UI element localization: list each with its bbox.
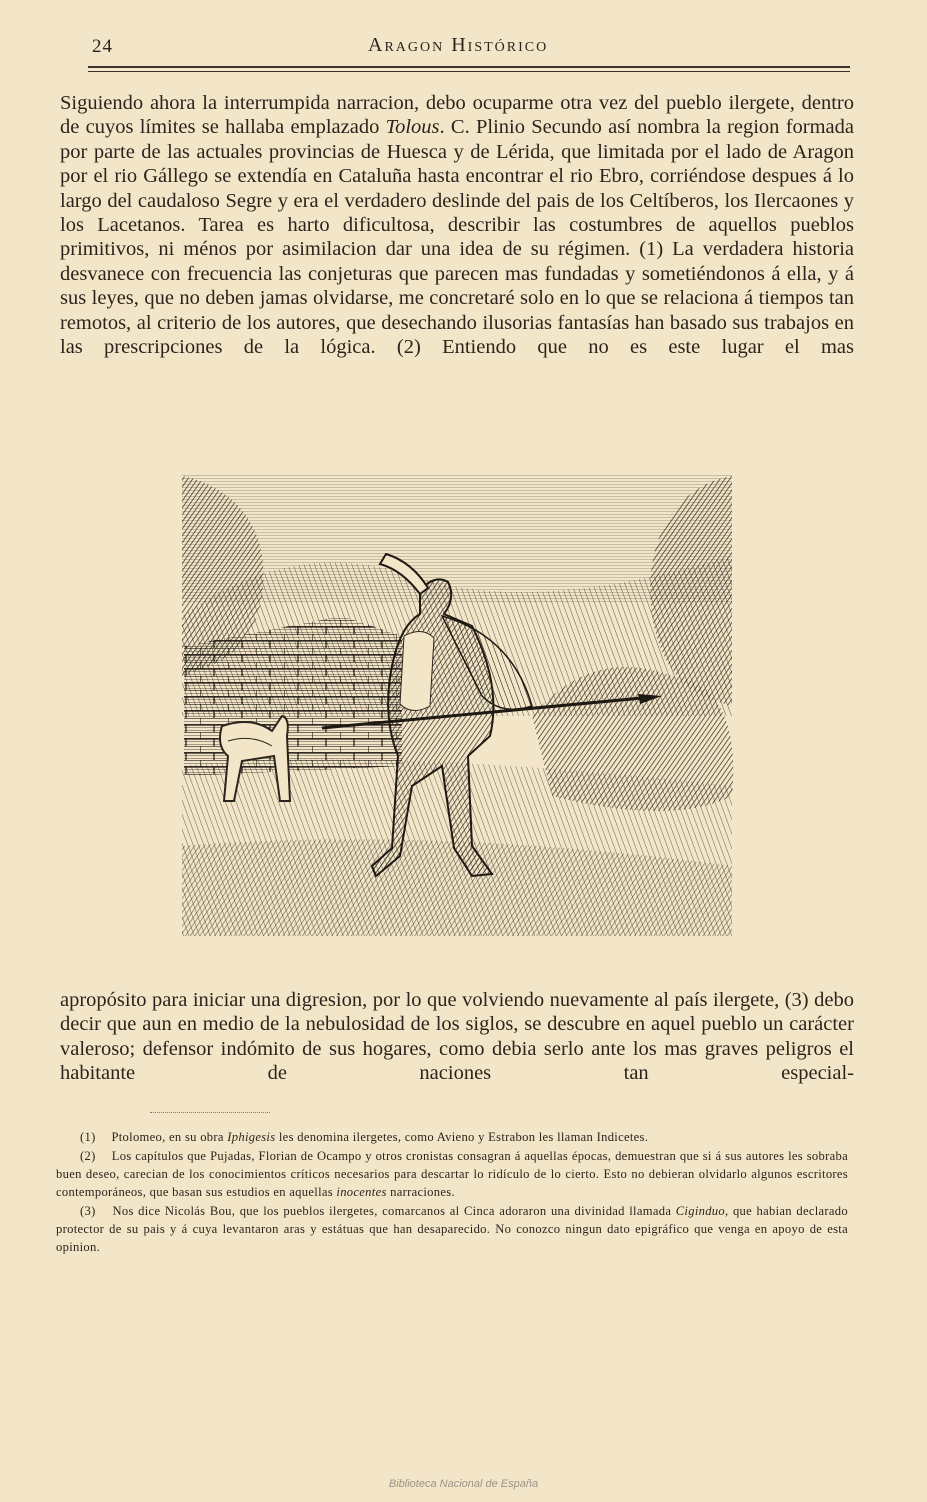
library-watermark: Biblioteca Nacional de España [388,1478,539,1490]
footnote-text: les denomina ilergetes, como Avieno y Estrabon les llaman Indicetes. [275,1130,649,1144]
footnote-separator [150,1112,270,1113]
paragraph-1-text-b: . C. Plinio Secundo así nombra la region formada por parte de las actuales provincias de Huesca y de Lérida, que limitada por el lado de Aragon por el rio Gállego se extendía en Cataluña hasta encontrar el rio Ebro, corriéndose despues á lo largo del caudaloso Segre y era el verdadero deslinde del pais de los Celtíberos, los Ilercaones y los Lacetanos. Tarea es harto dificultosa, describir las costumbres de aquellos pueblos primitivos, ni ménos por asimilacion dar una idea de su régimen. (1) La verdadera historia desvanece con frecuencia las conjeturas que parecen mas fundadas y sometiéndonos á ella, y á sus leyes, que no deben jamas olvidarse, me concretaré solo en lo que se relaciona á tiempos tan remotos, al criterio de los autores, que desechando ilusorias fantasías han basado sus trabajos en las prescripciones de la lógica. (2) Entiendo que no es este lugar el mas [60,116,854,359]
footnotes [56,1128,848,1257]
body-paragraph-2: apropósito para iniciar una digresion, por lo que volviendo nuevamente al país ilergete, (3) debo decir que aun en medio de la nebulosidad de los siglos, se descubre en aquel pueblo un carácter valeroso; defensor indómito de sus hogares, como debia serlo ante los mas graves peligros el habitante de naciones tan especial- [60,989,854,1085]
footnote-italic: Iphigesis [227,1130,276,1144]
footnote-italic: Ciginduo [675,1204,726,1218]
footnote-2 [56,1147,848,1201]
footnote-text: narraciones. [386,1185,455,1199]
body-paragraph-1 [60,91,854,416]
paragraph-1-text-a: Siguiendo ahora la interrumpida narracion, debo ocuparme otra vez del pueblo ilergete, dentro de cuyos límites se hallaba emplazado [60,92,854,139]
footnote-text: Los capítulos que Pujadas, Florian de Ocampo y otros cronistas consagran á aquellas épocas, demuestran que si á sus autores les sobraba buen deseo, carecian de los conocimientos críticos necesarios para descartar lo ridículo de lo cierto. Esto no debieran olvidarlo algunos escritores contemporáneos, que basan sus estudios en aquellas [56,1149,849,1199]
footnote-3 [56,1202,848,1256]
footnote-marker: (2) [80,1149,96,1163]
footnote-text: , que habian declarado protector de su pais y á cuya levantaron aras y estátuas que han desaparecido. No conozco ningun dato epigráfico que venga en apoyo de esta opinion. [56,1204,849,1254]
footnote-italic: inocentes [336,1185,387,1199]
footnote-text: Nos dice Nicolás Bou, que los pueblos ilergetes, comarcanos al Cinca adoraron una divinidad llamada [112,1204,676,1218]
running-title: Aragon Histórico [368,34,549,56]
paragraph-1-italic: Tolous [385,116,440,139]
page-header [88,30,850,68]
engraving-illustration [172,466,742,946]
footnote-marker: (3) [80,1204,96,1218]
page-number: 24 [92,36,113,57]
footnote-1 [56,1128,848,1146]
footnote-marker: (1) [80,1130,96,1144]
footnote-text: Ptolomeo, en su obra [111,1130,228,1144]
